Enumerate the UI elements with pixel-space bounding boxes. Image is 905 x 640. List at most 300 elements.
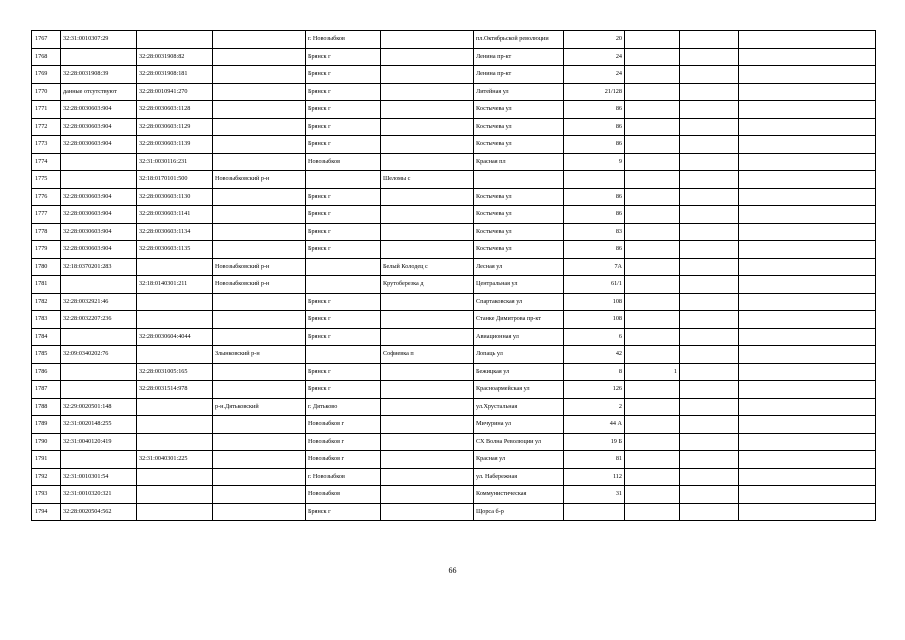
table-row bbox=[32, 486, 876, 504]
table-cell bbox=[213, 328, 306, 346]
table-cell: 7А bbox=[564, 258, 625, 276]
table-row bbox=[32, 83, 876, 101]
table-cell bbox=[625, 118, 680, 136]
table-cell: Костычева ул bbox=[474, 241, 564, 259]
table-cell bbox=[381, 398, 474, 416]
table-cell bbox=[213, 66, 306, 84]
table-cell: 1769 bbox=[32, 66, 61, 84]
table-cell: 108 bbox=[564, 311, 625, 329]
table-cell bbox=[680, 293, 739, 311]
table-cell: 1782 bbox=[32, 293, 61, 311]
table-cell bbox=[381, 311, 474, 329]
table-cell: 32:18:0140301:211 bbox=[137, 276, 213, 294]
table-cell: ул.Хрустальная bbox=[474, 398, 564, 416]
table-cell: 86 bbox=[564, 241, 625, 259]
table-cell: 81 bbox=[564, 451, 625, 469]
table-cell bbox=[381, 206, 474, 224]
table-cell bbox=[625, 206, 680, 224]
table-cell bbox=[625, 241, 680, 259]
table-cell bbox=[61, 153, 137, 171]
table-cell: Ленина пр-кт bbox=[474, 66, 564, 84]
table-row bbox=[32, 433, 876, 451]
table-cell bbox=[564, 503, 625, 521]
table-cell: 1772 bbox=[32, 118, 61, 136]
table-cell: 32:28:0031005:165 bbox=[137, 363, 213, 381]
table-cell bbox=[625, 171, 680, 189]
table-cell: Новозыбковский р-н bbox=[213, 258, 306, 276]
table-cell: 6 bbox=[564, 328, 625, 346]
table-cell: 86 bbox=[564, 136, 625, 154]
table-cell bbox=[213, 118, 306, 136]
table-cell: Лесная ул bbox=[474, 258, 564, 276]
table-cell bbox=[680, 83, 739, 101]
table-cell: 32:28:0032921:46 bbox=[61, 293, 137, 311]
table-cell bbox=[381, 451, 474, 469]
table-row bbox=[32, 346, 876, 364]
table-cell bbox=[137, 433, 213, 451]
table-cell: 32:18:0370201:283 bbox=[61, 258, 137, 276]
table-cell: 32:28:0031908:39 bbox=[61, 66, 137, 84]
table-cell bbox=[213, 433, 306, 451]
table-cell bbox=[680, 451, 739, 469]
table-cell bbox=[625, 468, 680, 486]
table-cell bbox=[213, 101, 306, 119]
table-cell bbox=[739, 241, 876, 259]
table-cell: 32:28:0030603:1134 bbox=[137, 223, 213, 241]
table-cell: 21/128 bbox=[564, 83, 625, 101]
page-number: 66 bbox=[448, 566, 457, 575]
table-cell bbox=[381, 136, 474, 154]
table-cell bbox=[61, 381, 137, 399]
table-cell: 32:28:0030603:1135 bbox=[137, 241, 213, 259]
table-cell bbox=[381, 153, 474, 171]
table-cell: 32:28:0031908:181 bbox=[137, 66, 213, 84]
table-cell bbox=[306, 171, 381, 189]
table-cell bbox=[680, 381, 739, 399]
table-cell: ул. Набережная bbox=[474, 468, 564, 486]
table-cell bbox=[625, 451, 680, 469]
table-cell: 1786 bbox=[32, 363, 61, 381]
table-row bbox=[32, 188, 876, 206]
table-cell: 1780 bbox=[32, 258, 61, 276]
table-cell: 126 bbox=[564, 381, 625, 399]
table-cell bbox=[680, 398, 739, 416]
table-cell bbox=[381, 293, 474, 311]
table-cell bbox=[680, 363, 739, 381]
table-cell bbox=[680, 136, 739, 154]
table-cell: Костычева ул bbox=[474, 206, 564, 224]
table-cell: р-н.Дятьковский bbox=[213, 398, 306, 416]
table-row bbox=[32, 48, 876, 66]
table-cell: Красная пл bbox=[474, 153, 564, 171]
table-cell bbox=[625, 503, 680, 521]
table-cell: 61/1 bbox=[564, 276, 625, 294]
table-cell bbox=[625, 328, 680, 346]
table-cell bbox=[739, 223, 876, 241]
table-cell: Брянск г bbox=[306, 293, 381, 311]
table-cell bbox=[680, 188, 739, 206]
table-cell: Костычева ул bbox=[474, 118, 564, 136]
table-cell: Ленина пр-кт bbox=[474, 48, 564, 66]
table-cell bbox=[213, 206, 306, 224]
table-cell: 44 А bbox=[564, 416, 625, 434]
table-cell: 20 bbox=[564, 31, 625, 49]
table-cell: 2 bbox=[564, 398, 625, 416]
table-cell bbox=[739, 328, 876, 346]
table-cell bbox=[213, 311, 306, 329]
table-cell bbox=[739, 136, 876, 154]
table-cell bbox=[739, 311, 876, 329]
table-row bbox=[32, 416, 876, 434]
table-cell: 32:28:0020504:562 bbox=[61, 503, 137, 521]
table-cell: Авиационная ул bbox=[474, 328, 564, 346]
table-cell: Литейная ул bbox=[474, 83, 564, 101]
table-row bbox=[32, 328, 876, 346]
table-cell bbox=[137, 416, 213, 434]
table-cell bbox=[739, 48, 876, 66]
table-cell bbox=[381, 433, 474, 451]
table-cell: 1776 bbox=[32, 188, 61, 206]
table-cell: 1785 bbox=[32, 346, 61, 364]
table-cell bbox=[625, 433, 680, 451]
table-row bbox=[32, 468, 876, 486]
table-cell bbox=[739, 276, 876, 294]
table-cell: 1788 bbox=[32, 398, 61, 416]
table-cell: 8 bbox=[564, 363, 625, 381]
table-cell bbox=[213, 223, 306, 241]
table-cell bbox=[381, 328, 474, 346]
table-cell bbox=[381, 31, 474, 49]
table-cell bbox=[625, 311, 680, 329]
table-cell: данные отсутствуют bbox=[61, 83, 137, 101]
table-cell: Брянск г bbox=[306, 241, 381, 259]
table-cell: Новозыбков г bbox=[306, 451, 381, 469]
table-cell: 32:28:0030603:904 bbox=[61, 223, 137, 241]
table-cell bbox=[625, 31, 680, 49]
table-cell bbox=[137, 293, 213, 311]
table-cell bbox=[213, 381, 306, 399]
table-cell bbox=[213, 451, 306, 469]
table-cell: 32:28:0030603:1139 bbox=[137, 136, 213, 154]
table-cell bbox=[739, 293, 876, 311]
table-cell bbox=[213, 136, 306, 154]
table-cell bbox=[739, 258, 876, 276]
table-row bbox=[32, 223, 876, 241]
table-cell: 112 bbox=[564, 468, 625, 486]
table-cell: Щорса б-р bbox=[474, 503, 564, 521]
table-cell: Крутоберезка д bbox=[381, 276, 474, 294]
table-cell bbox=[739, 398, 876, 416]
table-row bbox=[32, 136, 876, 154]
table-cell bbox=[739, 503, 876, 521]
data-table bbox=[31, 30, 876, 521]
table-cell bbox=[680, 258, 739, 276]
table-cell: 1793 bbox=[32, 486, 61, 504]
table-cell: 32:28:0030604:4044 bbox=[137, 328, 213, 346]
table-cell: Лопаць ул bbox=[474, 346, 564, 364]
table-cell bbox=[381, 503, 474, 521]
table-cell: 1779 bbox=[32, 241, 61, 259]
table-cell: Злынковский р-н bbox=[213, 346, 306, 364]
table-cell: Брянск г bbox=[306, 223, 381, 241]
table-cell: 32:28:0030603:1141 bbox=[137, 206, 213, 224]
table-cell bbox=[213, 241, 306, 259]
table-cell bbox=[739, 118, 876, 136]
table-cell bbox=[680, 223, 739, 241]
table-cell: 86 bbox=[564, 206, 625, 224]
table-cell bbox=[739, 346, 876, 364]
table-cell bbox=[739, 31, 876, 49]
table-row bbox=[32, 276, 876, 294]
table-cell bbox=[680, 311, 739, 329]
table-cell: Костычева ул bbox=[474, 101, 564, 119]
table-cell: 32:28:0032207:236 bbox=[61, 311, 137, 329]
table-cell bbox=[381, 83, 474, 101]
table-cell: 32:28:0030603:1130 bbox=[137, 188, 213, 206]
table-cell: 1777 bbox=[32, 206, 61, 224]
table-cell: Бежицкая ул bbox=[474, 363, 564, 381]
table-cell bbox=[739, 468, 876, 486]
table-cell bbox=[625, 486, 680, 504]
table-cell bbox=[680, 486, 739, 504]
table-cell: Коммунистическая bbox=[474, 486, 564, 504]
table-row bbox=[32, 118, 876, 136]
table-cell: 86 bbox=[564, 101, 625, 119]
table-cell: 32:28:0030603:1128 bbox=[137, 101, 213, 119]
table-cell bbox=[137, 346, 213, 364]
table-cell bbox=[739, 83, 876, 101]
table-cell: г. Дятьково bbox=[306, 398, 381, 416]
table-cell: 42 bbox=[564, 346, 625, 364]
table-cell: 1787 bbox=[32, 381, 61, 399]
table-cell: 1771 bbox=[32, 101, 61, 119]
table-cell bbox=[625, 223, 680, 241]
table-cell: 32:28:0030603:904 bbox=[61, 188, 137, 206]
table-cell: 1784 bbox=[32, 328, 61, 346]
table-cell bbox=[213, 83, 306, 101]
table-cell bbox=[564, 171, 625, 189]
table-cell bbox=[680, 468, 739, 486]
table-cell: 32:31:0030116:231 bbox=[137, 153, 213, 171]
table-cell bbox=[137, 311, 213, 329]
table-cell: 1789 bbox=[32, 416, 61, 434]
table-cell bbox=[739, 153, 876, 171]
table-cell: 1790 bbox=[32, 433, 61, 451]
table-cell bbox=[680, 503, 739, 521]
table-cell: 32:28:0030603:904 bbox=[61, 206, 137, 224]
table-cell bbox=[625, 101, 680, 119]
table-cell: 32:28:0010941:270 bbox=[137, 83, 213, 101]
table-cell bbox=[739, 188, 876, 206]
table-row bbox=[32, 381, 876, 399]
table-cell: 1791 bbox=[32, 451, 61, 469]
table-row bbox=[32, 398, 876, 416]
table-row bbox=[32, 451, 876, 469]
table-cell bbox=[61, 171, 137, 189]
table-cell bbox=[625, 66, 680, 84]
table-cell bbox=[739, 486, 876, 504]
table-cell bbox=[381, 486, 474, 504]
table-cell: Брянск г bbox=[306, 363, 381, 381]
table-cell: Брянск г bbox=[306, 83, 381, 101]
table-cell: Брянск г bbox=[306, 381, 381, 399]
table-cell: 1 bbox=[625, 363, 680, 381]
table-cell bbox=[680, 101, 739, 119]
table-cell bbox=[381, 381, 474, 399]
table-cell: Костычева ул bbox=[474, 136, 564, 154]
table-cell bbox=[680, 416, 739, 434]
table-row bbox=[32, 153, 876, 171]
table-cell: 32:28:0031908:82 bbox=[137, 48, 213, 66]
table-cell bbox=[213, 293, 306, 311]
table-cell: Костычева ул bbox=[474, 188, 564, 206]
table-cell bbox=[474, 171, 564, 189]
table-cell: г. Новозыбков bbox=[306, 468, 381, 486]
table-row bbox=[32, 503, 876, 521]
table-cell: 1773 bbox=[32, 136, 61, 154]
table-cell bbox=[61, 276, 137, 294]
table-cell bbox=[680, 171, 739, 189]
table-cell bbox=[680, 206, 739, 224]
table-cell bbox=[381, 48, 474, 66]
table-cell bbox=[625, 398, 680, 416]
table-cell bbox=[625, 153, 680, 171]
table-cell: Мичурина ул bbox=[474, 416, 564, 434]
table-cell: 31 bbox=[564, 486, 625, 504]
table-cell bbox=[61, 48, 137, 66]
table-cell bbox=[625, 416, 680, 434]
table-cell: 1767 bbox=[32, 31, 61, 49]
table-cell bbox=[739, 381, 876, 399]
table-cell: Брянск г bbox=[306, 503, 381, 521]
table-cell: Шеломы с bbox=[381, 171, 474, 189]
table-cell: Брянск г bbox=[306, 311, 381, 329]
table-cell: Новозыбков г bbox=[306, 416, 381, 434]
table-cell bbox=[381, 416, 474, 434]
table-cell: Брянск г bbox=[306, 328, 381, 346]
table-cell bbox=[625, 293, 680, 311]
table-cell: 32:18:0170101:500 bbox=[137, 171, 213, 189]
table-cell bbox=[625, 188, 680, 206]
table-cell: 32:28:0031514:978 bbox=[137, 381, 213, 399]
table-cell: 24 bbox=[564, 48, 625, 66]
table-cell: 1781 bbox=[32, 276, 61, 294]
table-cell bbox=[739, 101, 876, 119]
table-cell bbox=[213, 486, 306, 504]
table-cell bbox=[680, 328, 739, 346]
table-cell: 1792 bbox=[32, 468, 61, 486]
table-cell: Красная ул bbox=[474, 451, 564, 469]
table-cell bbox=[680, 346, 739, 364]
table-row bbox=[32, 31, 876, 49]
table-cell: 32:31:0040301:225 bbox=[137, 451, 213, 469]
table-cell bbox=[739, 206, 876, 224]
table-cell bbox=[625, 276, 680, 294]
table-cell bbox=[680, 433, 739, 451]
table-cell: Новозыбков г bbox=[306, 433, 381, 451]
table-cell bbox=[213, 468, 306, 486]
table-cell: Новозыбковский р-н bbox=[213, 276, 306, 294]
table-cell bbox=[213, 363, 306, 381]
table-cell bbox=[213, 31, 306, 49]
table-cell bbox=[680, 276, 739, 294]
table-cell: 9 bbox=[564, 153, 625, 171]
table-cell bbox=[381, 223, 474, 241]
table-cell: 32:31:0010320:321 bbox=[61, 486, 137, 504]
table-cell: Новозыбков bbox=[306, 486, 381, 504]
table-cell bbox=[680, 118, 739, 136]
table-cell bbox=[739, 416, 876, 434]
table-cell: 1778 bbox=[32, 223, 61, 241]
table-cell bbox=[381, 66, 474, 84]
table-cell: Костычева ул bbox=[474, 223, 564, 241]
table-cell: Брянск г bbox=[306, 66, 381, 84]
table-cell: Красноармейская ул bbox=[474, 381, 564, 399]
table-cell: 32:09:0340202:76 bbox=[61, 346, 137, 364]
table-cell: 1768 bbox=[32, 48, 61, 66]
table-cell bbox=[213, 188, 306, 206]
table-cell bbox=[381, 363, 474, 381]
table-cell bbox=[739, 451, 876, 469]
table-cell: пл.Октябрьской революции bbox=[474, 31, 564, 49]
table-cell bbox=[61, 328, 137, 346]
table-cell: 1774 bbox=[32, 153, 61, 171]
table-cell: 32:31:0010307:29 bbox=[61, 31, 137, 49]
table-cell bbox=[137, 503, 213, 521]
table-row bbox=[32, 241, 876, 259]
table-cell: Центральная ул bbox=[474, 276, 564, 294]
table-row bbox=[32, 66, 876, 84]
table-cell: 1794 bbox=[32, 503, 61, 521]
table-cell: Новозыбковский р-н bbox=[213, 171, 306, 189]
table-cell: 19 Б bbox=[564, 433, 625, 451]
table-cell: 32:31:0010301:54 bbox=[61, 468, 137, 486]
table-cell: Брянск г bbox=[306, 118, 381, 136]
table-cell: 24 bbox=[564, 66, 625, 84]
table-cell bbox=[137, 31, 213, 49]
table-cell: 108 bbox=[564, 293, 625, 311]
table-cell bbox=[306, 276, 381, 294]
table-cell bbox=[381, 101, 474, 119]
table-cell: 86 bbox=[564, 118, 625, 136]
table-cell bbox=[213, 48, 306, 66]
table-cell: Станке Димитрова пр-кт bbox=[474, 311, 564, 329]
table-cell: Брянск г bbox=[306, 188, 381, 206]
table-cell bbox=[306, 346, 381, 364]
table-cell: Брянск г bbox=[306, 101, 381, 119]
table-cell: 32:28:0030603:904 bbox=[61, 101, 137, 119]
table-cell: СХ Волна Революции ул bbox=[474, 433, 564, 451]
table-cell: Новозыбков bbox=[306, 153, 381, 171]
table-row bbox=[32, 258, 876, 276]
table-cell bbox=[381, 468, 474, 486]
table-cell bbox=[137, 398, 213, 416]
table-cell bbox=[137, 486, 213, 504]
table-cell: г. Новозыбков bbox=[306, 31, 381, 49]
table-cell: Софиевка п bbox=[381, 346, 474, 364]
table-cell: 32:28:0030603:904 bbox=[61, 241, 137, 259]
table-cell bbox=[137, 258, 213, 276]
table-cell bbox=[625, 381, 680, 399]
table-cell bbox=[680, 153, 739, 171]
table-cell: 32:29:0020501:148 bbox=[61, 398, 137, 416]
table-row bbox=[32, 206, 876, 224]
table-cell bbox=[213, 153, 306, 171]
table-cell bbox=[213, 416, 306, 434]
table-row bbox=[32, 101, 876, 119]
table-cell: Брянск г bbox=[306, 206, 381, 224]
table-cell: Белый Колодец с bbox=[381, 258, 474, 276]
